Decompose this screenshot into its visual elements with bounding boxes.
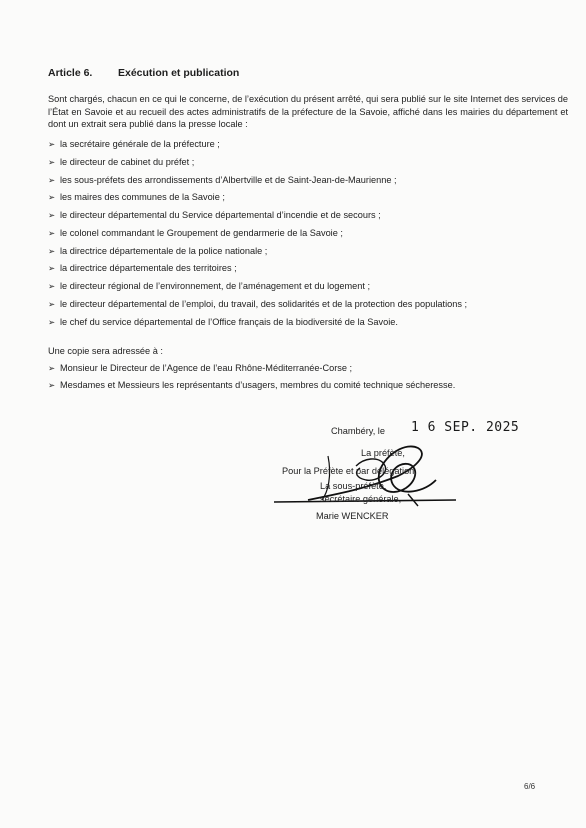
signatory-name: Marie WENCKER (316, 511, 389, 521)
list-item (48, 280, 568, 293)
bullet-arrow-icon: ➢ (48, 139, 56, 149)
list-item-text: Mesdames et Messieurs les représentants d’usagers, membres du comité technique sécheresse. (60, 380, 456, 391)
list-item-text: Monsieur le Directeur de l’Agence de l’eau Rhône-Méditerranée-Corse ; (60, 363, 353, 373)
article-number: Article 6. (48, 67, 93, 79)
bullet-arrow-icon: ➢ (48, 380, 56, 391)
list-item-text: le chef du service départemental de l’Office français de la biodiversité de la Savoie. (60, 316, 398, 327)
list-item-text: le directeur départemental du Service départemental d’incendie et de secours ; (60, 210, 381, 221)
page-number: 6/6 (524, 782, 536, 791)
article-title: Exécution et publication (118, 67, 240, 79)
list-item-text: la secrétaire générale de la préfecture ; (60, 139, 220, 149)
list-item (48, 209, 568, 222)
list-item (48, 262, 568, 275)
bullet-arrow-icon: ➢ (48, 210, 56, 221)
list-item-text: la directrice départementale de la police nationale ; (60, 245, 268, 256)
copy-intro: Une copie sera adressée à : (48, 346, 163, 356)
bullet-arrow-icon: ➢ (48, 156, 56, 167)
bullet-arrow-icon: ➢ (48, 227, 56, 238)
date-stamp: 1 6 SEP. 2025 (411, 420, 520, 435)
list-item (48, 138, 568, 151)
list-item-text: la directrice départementale des territoires ; (60, 263, 237, 274)
list-item-text: les sous-préfets des arrondissements d’Albertville et de Saint-Jean-de-Maurienne ; (60, 174, 397, 185)
signature-place: Chambéry, le (331, 426, 385, 436)
list-item (48, 362, 568, 375)
list-item (48, 316, 568, 329)
bullet-arrow-icon: ➢ (48, 263, 56, 274)
bullet-arrow-icon: ➢ (48, 192, 56, 203)
delegate-title: La sous-préfète, (320, 481, 387, 491)
list-item (48, 227, 568, 240)
copy-recipients-list (48, 362, 568, 396)
bullet-arrow-icon: ➢ (48, 281, 56, 292)
delegate-role: secrétaire générale, (320, 494, 402, 504)
list-item-text: le directeur régional de l’environnement, de l’aménagement et du logement ; (60, 281, 371, 292)
list-item (48, 298, 568, 311)
list-item-text: les maires des communes de la Savoie ; (60, 192, 225, 203)
list-item (48, 245, 568, 258)
bullet-arrow-icon: ➢ (48, 245, 56, 256)
intro-paragraph: Sont chargés, chacun en ce qui le concerne, de l’exécution du présent arrêté, qui sera publié sur le site Internet des services de l’État en Savoie et au recueil des actes administratifs de la préfecture de la Savoie, affiché dans les mairies du département et dont un extrait sera publié dans la presse locale : (48, 94, 568, 130)
list-item-text: le directeur départemental de l’emploi, du travail, des solidarités et de la protection des populations ; (60, 299, 468, 310)
bullet-arrow-icon: ➢ (48, 299, 56, 310)
article-heading (48, 67, 239, 79)
recipients-list (48, 138, 568, 334)
list-item (48, 379, 568, 392)
bullet-arrow-icon: ➢ (48, 174, 56, 185)
bullet-arrow-icon: ➢ (48, 363, 56, 373)
delegation-line: Pour la Préfète et par délégation, (282, 466, 417, 476)
bullet-arrow-icon: ➢ (48, 316, 56, 327)
list-item-text: le colonel commandant le Groupement de gendarmerie de la Savoie ; (60, 227, 343, 238)
list-item (48, 156, 568, 169)
list-item (48, 174, 568, 187)
signatory-title: La préfète, (361, 448, 405, 458)
list-item (48, 191, 568, 204)
list-item-text: le directeur de cabinet du préfet ; (60, 156, 195, 167)
